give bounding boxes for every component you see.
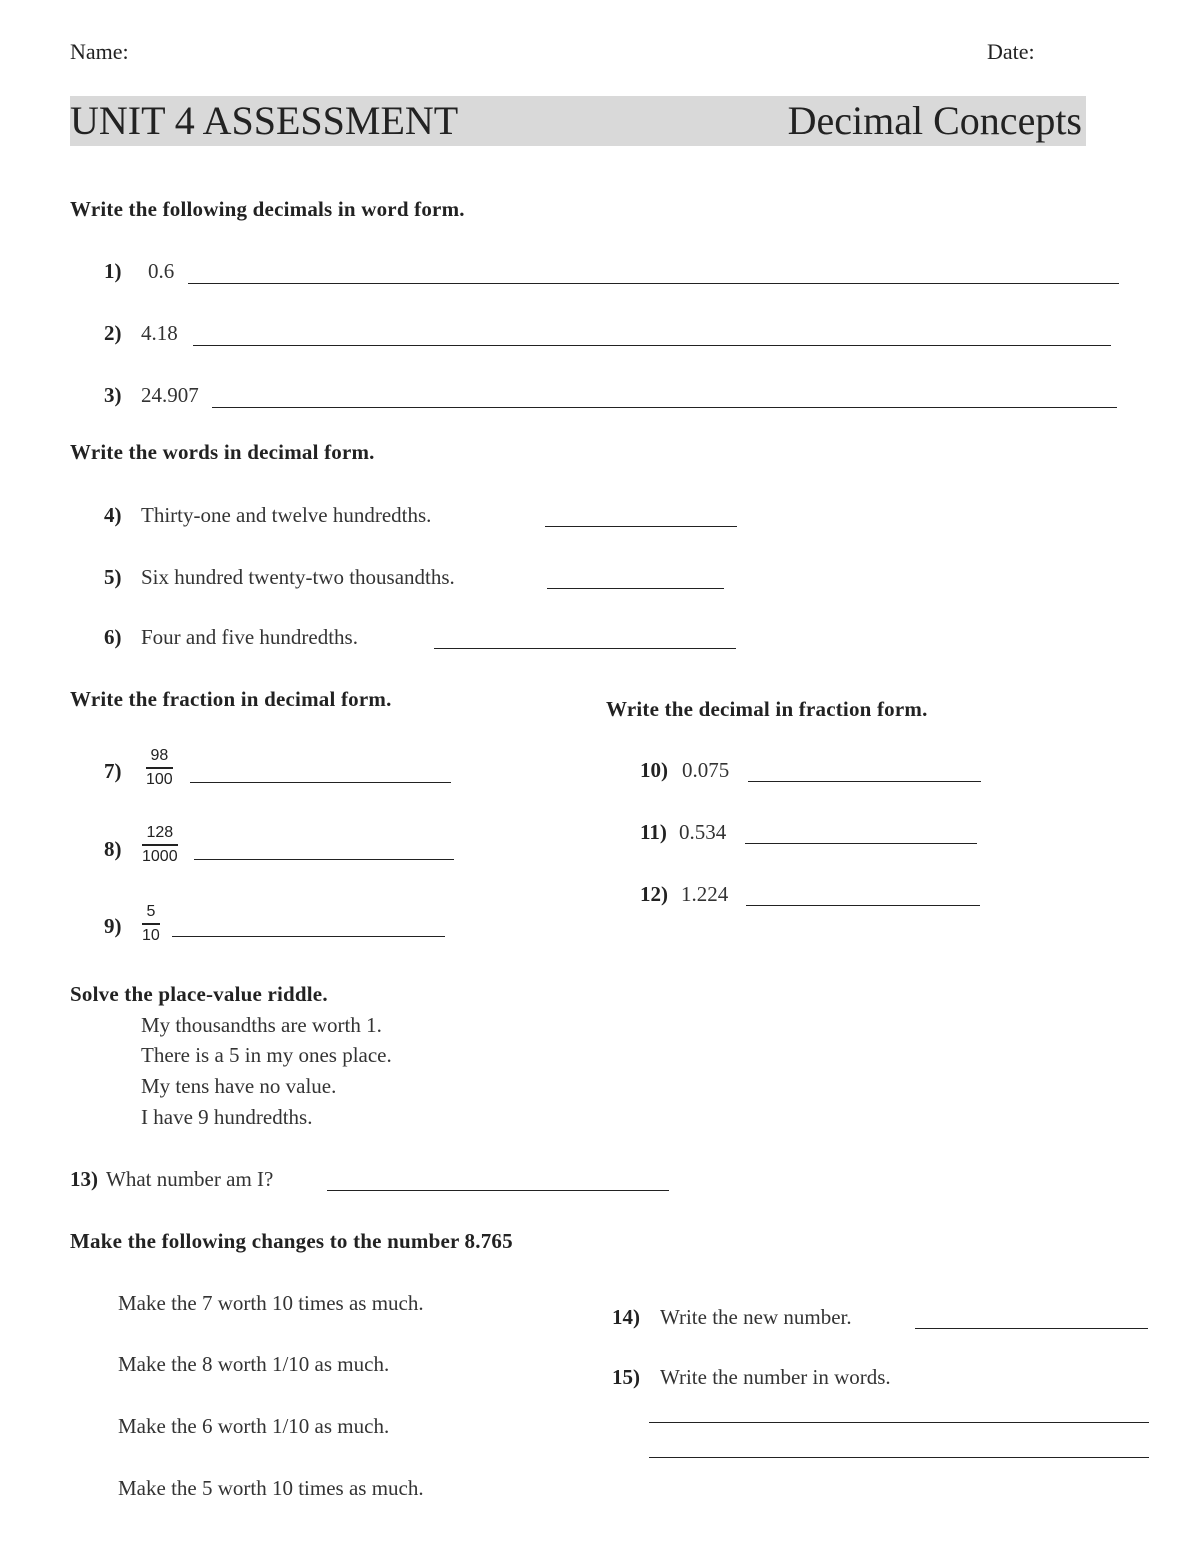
fraction-bar <box>142 844 178 846</box>
fraction-numerator: 5 <box>146 903 156 920</box>
fraction-denominator: 1000 <box>142 848 178 865</box>
change-instruction: Make the 7 worth 10 times as much. <box>118 1291 424 1315</box>
answer-line[interactable] <box>545 526 737 527</box>
question-prompt: 24.907 <box>141 383 199 407</box>
question-number: 4) <box>104 503 122 527</box>
answer-line[interactable] <box>915 1328 1148 1329</box>
section-heading-fraction-to-decimal: Write the fraction in decimal form. <box>70 687 392 711</box>
question-prompt: 0.075 <box>682 758 730 782</box>
question-number: 13) <box>70 1167 98 1191</box>
answer-line[interactable] <box>746 905 980 906</box>
question-number: 15) <box>612 1365 640 1389</box>
fraction-bar <box>142 923 160 925</box>
answer-line[interactable] <box>327 1190 669 1191</box>
riddle-clue: I have 9 hundredths. <box>141 1105 313 1129</box>
fraction-numerator: 98 <box>150 747 169 764</box>
fraction-numerator: 128 <box>146 824 174 841</box>
question-number: 5) <box>104 565 122 589</box>
question-number: 7) <box>104 759 122 783</box>
question-prompt: What number am I? <box>106 1167 274 1191</box>
question-number: 12) <box>640 882 668 906</box>
answer-line[interactable] <box>649 1457 1149 1458</box>
section-heading-decimal-form: Write the words in decimal form. <box>70 440 375 464</box>
question-prompt: 0.534 <box>679 820 727 844</box>
section-heading-decimal-to-fraction: Write the decimal in fraction form. <box>606 697 928 721</box>
fraction-denominator: 10 <box>142 927 160 944</box>
section-heading-changes: Make the following changes to the number 8.765 <box>70 1229 513 1253</box>
answer-line[interactable] <box>172 936 445 937</box>
question-number: 10) <box>640 758 668 782</box>
fraction <box>142 824 178 866</box>
question-prompt: Thirty-one and twelve hundredths. <box>141 503 432 527</box>
answer-line[interactable] <box>193 345 1111 346</box>
section-heading-riddle: Solve the place-value riddle. <box>70 982 328 1006</box>
fraction-denominator: 100 <box>146 771 173 788</box>
question-number: 9) <box>104 914 122 938</box>
unit-title: UNIT 4 ASSESSMENT <box>70 98 459 143</box>
section-heading-word-form: Write the following decimals in word form. <box>70 197 465 221</box>
question-prompt: Four and five hundredths. <box>141 625 358 649</box>
answer-line[interactable] <box>649 1422 1149 1423</box>
answer-line[interactable] <box>188 283 1119 284</box>
answer-line[interactable] <box>745 843 977 844</box>
question-number: 11) <box>640 820 667 844</box>
riddle-clue: There is a 5 in my ones place. <box>141 1043 392 1067</box>
question-number: 3) <box>104 383 122 407</box>
date-label: Date: <box>987 39 1035 64</box>
title-banner <box>70 96 1086 146</box>
answer-line[interactable] <box>190 782 451 783</box>
answer-line[interactable] <box>748 781 981 782</box>
question-prompt: 0.6 <box>148 259 175 283</box>
question-number: 8) <box>104 837 122 861</box>
change-instruction: Make the 6 worth 1/10 as much. <box>118 1414 390 1438</box>
fraction-bar <box>146 767 173 769</box>
question-number: 14) <box>612 1305 640 1329</box>
riddle-clue: My thousandths are worth 1. <box>141 1013 382 1037</box>
question-number: 1) <box>104 259 122 283</box>
change-instruction: Make the 8 worth 1/10 as much. <box>118 1352 390 1376</box>
riddle-clue: My tens have no value. <box>141 1074 337 1098</box>
question-number: 2) <box>104 321 122 345</box>
topic-title: Decimal Concepts <box>787 98 1082 143</box>
question-prompt: Write the new number. <box>660 1305 852 1329</box>
question-prompt: 4.18 <box>141 321 178 345</box>
answer-line[interactable] <box>547 588 724 589</box>
question-number: 6) <box>104 625 122 649</box>
change-instruction: Make the 5 worth 10 times as much. <box>118 1476 424 1500</box>
answer-line[interactable] <box>194 859 454 860</box>
answer-line[interactable] <box>434 648 736 649</box>
question-prompt: Six hundred twenty-two thousandths. <box>141 565 455 589</box>
name-label: Name: <box>70 39 129 64</box>
question-prompt: 1.224 <box>681 882 729 906</box>
fraction <box>146 747 173 789</box>
fraction <box>142 903 160 945</box>
answer-line[interactable] <box>212 407 1117 408</box>
question-prompt: Write the number in words. <box>660 1365 891 1389</box>
